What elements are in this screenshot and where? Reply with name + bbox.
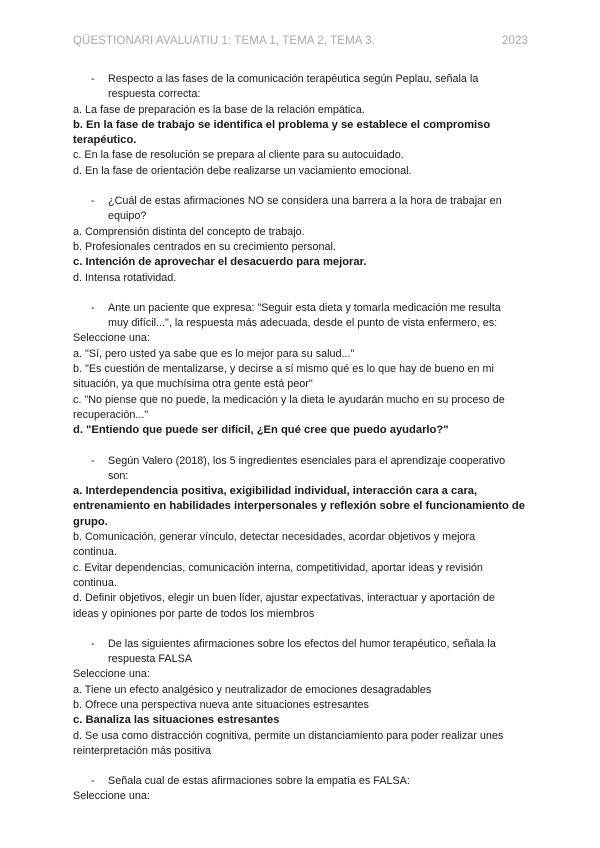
question-stem [73, 637, 528, 668]
answer-option-line: d. Definir objetivos, elegir un buen líder, ajustar expectativas, interactuar y aportación de [73, 592, 495, 605]
page-header [73, 35, 528, 51]
select-prompt: Seleccione una: [73, 790, 150, 803]
question-block [73, 194, 528, 286]
question-spacer [73, 286, 528, 301]
question-block [73, 454, 528, 622]
answer-option [73, 683, 528, 698]
answer-option [73, 164, 528, 179]
answer-option [73, 393, 528, 424]
answer-option-correct [73, 255, 528, 270]
answer-option [73, 148, 528, 163]
question-block [73, 72, 528, 179]
answer-option-line: a. "Sí, pero usted ya sabe que es lo mejor para su salud..." [73, 347, 355, 360]
answer-option [73, 729, 528, 760]
answer-option-line: c. Intención de aprovechar el desacuerdo para mejorar. [73, 256, 367, 269]
bullet-dash: - [91, 301, 95, 314]
answer-option [73, 225, 528, 240]
question-block [73, 301, 528, 439]
answer-option-line: b. Profesionales centrados en su crecimiento personal. [73, 240, 336, 253]
question-stem-line: Según Valero (2018), los 5 ingredientes esenciales para el aprendizaje cooperativo [108, 454, 506, 467]
answer-option [73, 561, 528, 592]
question-spacer [73, 439, 528, 454]
answer-option [73, 347, 528, 362]
answer-option-line: a. La fase de preparación es la base de la relación empática. [73, 103, 365, 116]
answer-option-line: c. "No piense que no puede, la medicación y la dieta le ayudarán mucho en su proceso de [73, 393, 505, 406]
question-stem [73, 774, 528, 789]
document-year: 2023 [502, 35, 528, 47]
answer-option [73, 240, 528, 255]
bullet-dash: - [91, 775, 95, 788]
bullet-dash: - [91, 454, 95, 467]
question-block [73, 637, 528, 759]
question-stem-line: ¿Cuál de estas afirmaciones NO se considera una barrera a la hora de trabajar en [108, 195, 502, 208]
answer-option [73, 103, 528, 118]
answer-option-line: continua. [73, 546, 117, 559]
answer-option-line: c. En la fase de resolución se prepara al cliente para su autocuidado. [73, 149, 404, 162]
answer-option-correct [73, 484, 528, 530]
answer-option-line: recuperación..." [73, 408, 149, 421]
answer-option-line: reinterpretación más positiva [73, 744, 212, 757]
document-title: QÜESTIONARI AVALUATIU 1: TEMA 1, TEMA 2, TEMA 3. [73, 35, 375, 47]
answer-option [73, 591, 528, 622]
answer-option-line: b. Ofrece una perspectiva nueva ante situaciones estresantes [73, 698, 369, 711]
question-stem-line: equipo? [108, 210, 147, 223]
answer-option-line: c. Evitar dependencias, comunicación interna, competitividad, aportar ideas y revisión [73, 561, 483, 574]
answer-option-correct [73, 423, 528, 438]
question-stem [73, 301, 528, 332]
answer-option-line: b. En la fase de trabajo se identifica el problema y se establece el compromiso [73, 118, 491, 131]
question-spacer [73, 622, 528, 637]
answer-option-correct [73, 118, 528, 149]
question-stem [73, 72, 528, 103]
question-stem-line: Ante un paciente que expresa: "Seguir esta dieta y tomarla medicación me resulta [108, 301, 501, 314]
answer-option [73, 362, 528, 393]
answer-option-line: a. Comprensión distinta del concepto de trabajo. [73, 225, 305, 238]
question-stem-line: Señala cual de estas afirmaciones sobre la empatía es FALSA: [108, 775, 410, 788]
question-stem [73, 454, 528, 485]
answer-option [73, 271, 528, 286]
answer-option-line: a. Interdependencia positiva, exigibilidad individual, interacción cara a cara, [73, 485, 478, 498]
answer-option [73, 530, 528, 561]
question-spacer [73, 759, 528, 774]
answer-option-line: d. En la fase de orientación debe realizarse un vaciamiento emocional. [73, 164, 412, 177]
answer-option [73, 698, 528, 713]
answer-option-line: b. Comunicación, generar vínculo, detectar necesidades, acordar objetivos y mejora [73, 531, 476, 544]
select-prompt: Seleccione una: [73, 668, 150, 681]
select-prompt: Seleccione una: [73, 332, 150, 345]
answer-option-line: b. "Es cuestión de mentalizarse, y decirse a sí mismo qué es lo que hay de bueno en mi [73, 363, 494, 376]
answer-option-line: d. Se usa como distracción cognitiva, permite un distanciamiento para poder realizar unes [73, 729, 504, 742]
answer-option-line: continua. [73, 576, 117, 589]
answer-option-line: entrenamiento en habilidades interpersonales y reflexión sobre el funcionamiento de [73, 500, 525, 513]
question-stem-line: Respecto a las fases de la comunicación terapéutica según Peplau, señala la [108, 73, 479, 85]
answer-option-line: d. "Entiendo que puede ser difícil, ¿En qué cree que puedo ayudarlo?" [73, 424, 449, 437]
answer-option-correct [73, 713, 528, 728]
answer-option-line: a. Tiene un efecto analgésico y neutralizador de emociones desagradables [73, 683, 432, 696]
question-stem [73, 194, 528, 225]
question-stem-line: De las siguientes afirmaciones sobre los efectos del humor terapéutico, señala la [108, 637, 496, 650]
answer-option-line: terapéutico. [73, 134, 137, 147]
question-stem-line: respuesta correcta: [108, 88, 201, 101]
question-stem-line: son: [108, 469, 129, 482]
question-block [73, 774, 528, 805]
answer-option-line: d. Intensa rotatividad. [73, 271, 177, 284]
question-stem-line: respuesta FALSA [108, 653, 193, 666]
answer-option-line: c. Banaliza las situaciones estresantes [73, 714, 280, 727]
question-stem-line: muy difícil...", la respuesta más adecuada, desde el punto de vista enfermero, es: [108, 317, 498, 330]
answer-option-line: ideas y opiniones por parte de todos los miembros [73, 607, 315, 620]
bullet-dash: - [91, 637, 95, 650]
bullet-dash: - [91, 73, 95, 85]
question-spacer [73, 179, 528, 194]
question-list [73, 72, 528, 805]
bullet-dash: - [91, 195, 95, 208]
answer-option-line: grupo. [73, 515, 108, 528]
answer-option-line: situación, ya que muchísima otra gente está peor" [73, 378, 313, 391]
